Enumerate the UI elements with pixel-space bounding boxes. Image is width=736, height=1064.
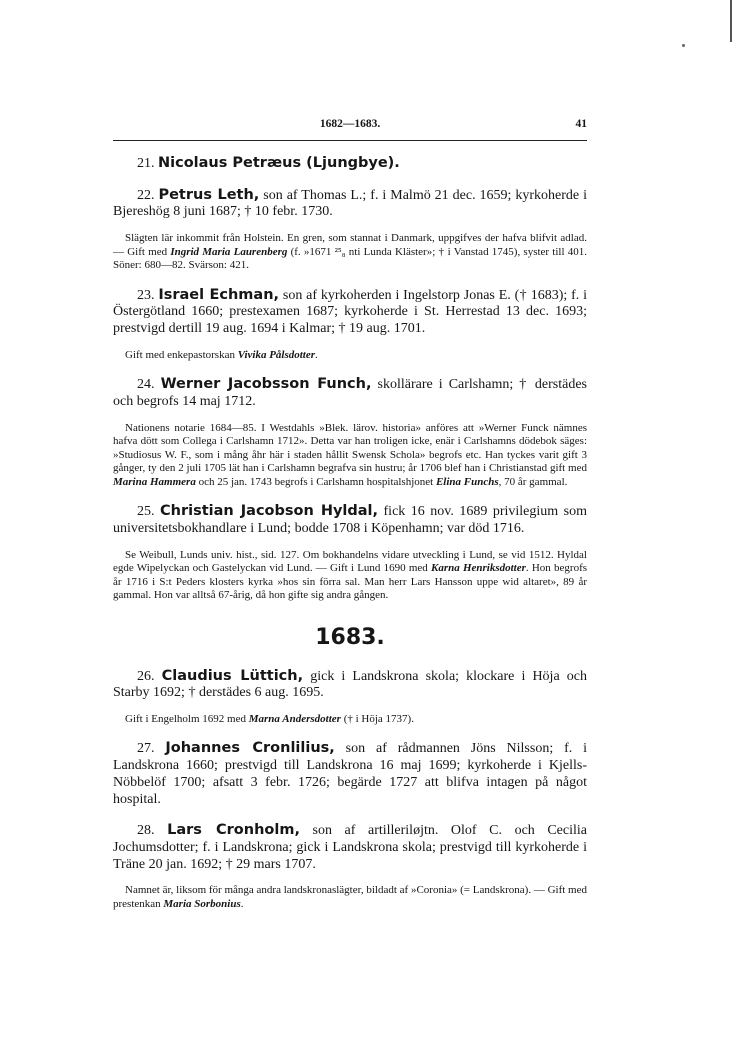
entry-name: Christian Jacobson Hyldal, <box>160 503 379 520</box>
note-person-name: Maria Sorbonius <box>163 897 241 910</box>
note-text: Namnet är, liksom för många andra landskronaslägter, bildadt af »Coronia» (= Landskrona). — Gift med prestenkan <box>113 884 587 910</box>
entry-text: skollärare i Carlshamn; † derstädes och begrofs 14 maj 1712. <box>113 377 587 409</box>
note-text: . <box>315 348 318 361</box>
note-text: Slägten lär inkommit från Holstein. En gren, som stannat i Danmark, uppgifves der hafva blifvit adlad. — Gift med <box>113 232 587 258</box>
entry-number: 26. <box>137 668 155 684</box>
entry-number: 22. <box>137 187 155 203</box>
header-rule <box>113 140 587 141</box>
year-heading: 1683. <box>315 624 385 650</box>
note-text: och 25 jan. 1743 begrofs i Carlshamn hospitalshjonet <box>195 475 436 488</box>
page-number: 41 <box>575 118 587 130</box>
entry <box>113 376 587 410</box>
entry-note <box>113 549 587 603</box>
entry-text: fick 16 nov. 1689 privilegium som universitetsbokhandlare i Lund; bodde 1708 i Köpenhamn; var död 1716. <box>113 504 587 536</box>
entry <box>113 187 587 221</box>
entries-1683 <box>113 668 587 912</box>
entry <box>113 740 587 808</box>
margin-line <box>730 0 732 42</box>
note-person-name: Ingrid Maria Laurenberg <box>170 245 288 258</box>
entry <box>113 287 587 338</box>
entry-name: Petrus Leth, <box>158 186 260 203</box>
note-text: Gift med enkepastorskan <box>125 348 238 361</box>
header-range: 1682—1683. <box>319 118 381 130</box>
note-text: . <box>240 897 244 910</box>
page <box>113 118 587 915</box>
entry-name: Nicolaus Petræus (Ljungbye). <box>158 155 400 171</box>
entry <box>113 668 587 702</box>
entry-number: 28. <box>137 823 155 839</box>
entry-note <box>113 713 587 727</box>
entry-note <box>113 422 587 490</box>
entry-text: son af artilleriløjtn. Olof C. och Cecilia Jochumsdotter; f. i Landskrona; gick i Landskrona skola; prestvigd till kyrkoherde i Träne 20 jan. 1692; † 29 mars 1707. <box>113 823 587 872</box>
note-person-name: Elina Funchs <box>435 475 499 488</box>
entry <box>113 503 587 537</box>
entry <box>113 822 587 873</box>
note-text: Gift i Engelholm 1692 med <box>125 712 249 725</box>
note-text: († i Höja 1737). <box>340 712 414 725</box>
running-header <box>113 118 587 138</box>
entry-number: 21. <box>137 156 155 171</box>
entry-number: 23. <box>137 287 155 303</box>
note-text: Nationens notarie 1684—85. I Westdahls »Blek. lärov. historia» anföres att »Werner Funck nämnes hafva dött som Collega i Carlshamn 1712». Detta var han troligen icke, enär i Carlshamns dödebok säges: »Studiosus W. F., som i mång åhr här i staden hållit Swensk Schola» begrofs etc. Han tyckes varit gift 3 gånger, ty den 2 juli 1705 lät han i Carlshamn begrafva sin hustru; år 1706 blef han i Christianstad gift med <box>113 421 587 475</box>
entry-name: Lars Cronholm, <box>167 822 300 839</box>
note-person-name: Karna Henriksdotter <box>431 562 526 575</box>
entries-1682 <box>113 155 587 603</box>
entry-text: gick i Landskrona skola; klockare i Höja och Starby 1692; † derstädes 6 aug. 1695. <box>113 668 587 701</box>
entry <box>113 155 587 173</box>
entry-text: son af kyrkoherden i Ingelstorp Jonas E. († 1683); f. i Östergötland 1660; prestexamen 1687; kyrkoherde i St. Herrestad 13 dec. 1693; prestvigd dertill 19 aug. 1694 i Kalmar; † 19 aug. 1701. <box>113 287 587 337</box>
note-person-name: Marna Andersdotter <box>248 712 341 725</box>
entry-name: Johannes Cronlilius, <box>165 740 335 757</box>
entry-text: son af Thomas L.; f. i Malmö 21 dec. 1659; kyrkoherde i Bjereshög 8 juni 1687; † 10 febr. 1730. <box>113 187 587 220</box>
entry-number: 25. <box>137 504 155 520</box>
entry-note <box>113 349 587 363</box>
margin-mark <box>682 44 685 47</box>
note-text: (f. »1671 ²⁵₈ nti Lunda Kläster»; † i Vanstad 1745), syster till 401. Söner: 680—82. Svärson: 421. <box>113 245 587 272</box>
entry-name: Werner Jacobsson Funch, <box>160 376 372 393</box>
note-text: . Hon begrofs år 1716 i S:t Peders klosters kyrka »hos sin förra sal. Man herr Lars Hansson uppe wid altaret», 89 år gammal. Hon var alltså 67-årig, då hon gifte sig andra gången. <box>113 562 588 602</box>
note-person-name: Vivika Pålsdotter <box>237 348 316 361</box>
entry-number: 24. <box>137 377 155 393</box>
entry-number: 27. <box>137 741 155 757</box>
entry-name: Israel Echman, <box>158 286 280 303</box>
note-person-name: Marina Hammera <box>113 475 196 488</box>
entry-text: son af rådmannen Jöns Nilsson; f. i Landskrona 1660; prestvigd till Landskrona 16 maj 1699; kyrkoherde i Kjells-Nöbbelöf 1700; afsatt 3 febr. 1726; begärde 1727 att blifva intagen på något hospital. <box>113 741 588 807</box>
entry-name: Claudius Lüttich, <box>161 667 304 684</box>
note-text: , 70 år gammal. <box>498 475 568 488</box>
entry-note <box>113 884 587 911</box>
entry-note <box>113 232 587 273</box>
note-text: Se Weibull, Lunds univ. hist., sid. 127. Om bokhandelns vidare utveckling i Lund, se vid 1512. Hyldal egde Wipelyckan och Gastelyckan vid Lund. — Gift i Lund 1690 med <box>113 548 587 575</box>
